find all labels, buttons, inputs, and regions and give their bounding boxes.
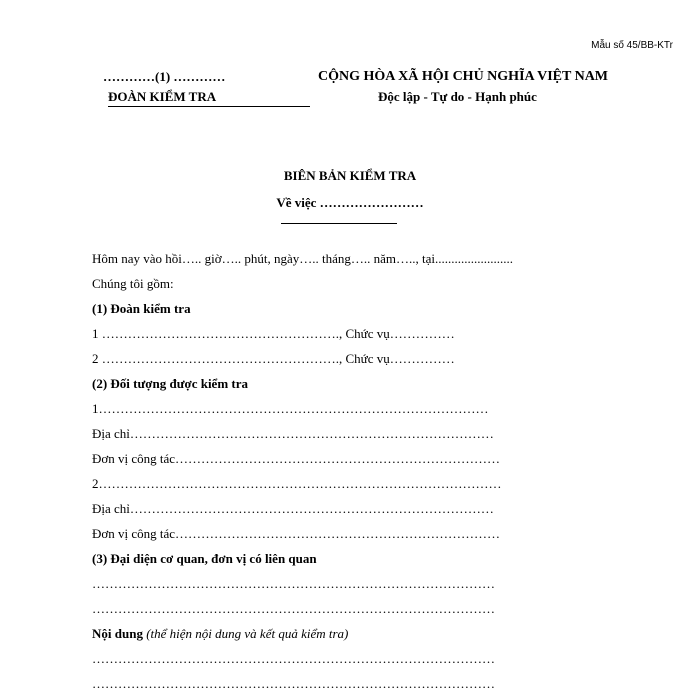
team-member-1: 1 ………………………………………………., Chức vụ……………	[92, 326, 455, 341]
section-3-heading: (3) Đại diện cơ quan, đơn vị có liên quan	[92, 551, 317, 566]
subject-1-workplace: Đơn vị công tác…………………………………………………………………	[92, 451, 501, 466]
document-subject: Về việc ……………………	[276, 195, 424, 210]
section-2-heading: (2) Đối tượng được kiểm tra	[92, 376, 249, 391]
content-heading	[92, 626, 348, 642]
inspection-team-name: ĐOÀN KIỂM TRA	[108, 89, 310, 107]
subject-2-address: Địa chỉ…………………………………………………………………………	[92, 501, 494, 516]
national-motto: Độc lập - Tự do - Hạnh phúc	[378, 89, 537, 104]
section-1-heading: (1) Đoàn kiểm tra	[92, 301, 191, 316]
team-member-2: 2 ………………………………………………., Chức vụ……………	[92, 351, 455, 366]
subject-1-line: 1………………………………………………………………………………	[92, 401, 489, 416]
subject-2-line: 2…………………………………………………………………………………	[92, 476, 502, 491]
content-label: Nội dung	[92, 626, 143, 641]
org-placeholder: …………(1) …………	[103, 69, 226, 84]
content-dots-2: …………………………………………………………………………………	[92, 676, 495, 691]
nation-title: CỘNG HÒA XÃ HỘI CHỦ NGHĨA VIỆT NAM	[318, 69, 609, 84]
subject-underline	[281, 223, 397, 224]
subject-2-workplace: Đơn vị công tác…………………………………………………………………	[92, 526, 501, 541]
intro-line: Hôm nay vào hồi….. giờ….. phút, ngày….. tháng….. năm….., tại........................	[92, 251, 514, 266]
form-code: Mẫu số 45/BB-KTr	[591, 40, 673, 51]
subject-1-address: Địa chỉ…………………………………………………………………………	[92, 426, 494, 441]
content-dots-1: …………………………………………………………………………………	[92, 651, 495, 666]
content-hint: (thể hiện nội dung và kết quả kiểm tra)	[146, 626, 349, 641]
document-title: BIÊN BẢN KIỂM TRA	[283, 168, 417, 183]
related-dots-1: …………………………………………………………………………………	[92, 576, 495, 591]
members-label: Chúng tôi gồm:	[92, 276, 174, 291]
related-dots-2: …………………………………………………………………………………	[92, 601, 495, 616]
